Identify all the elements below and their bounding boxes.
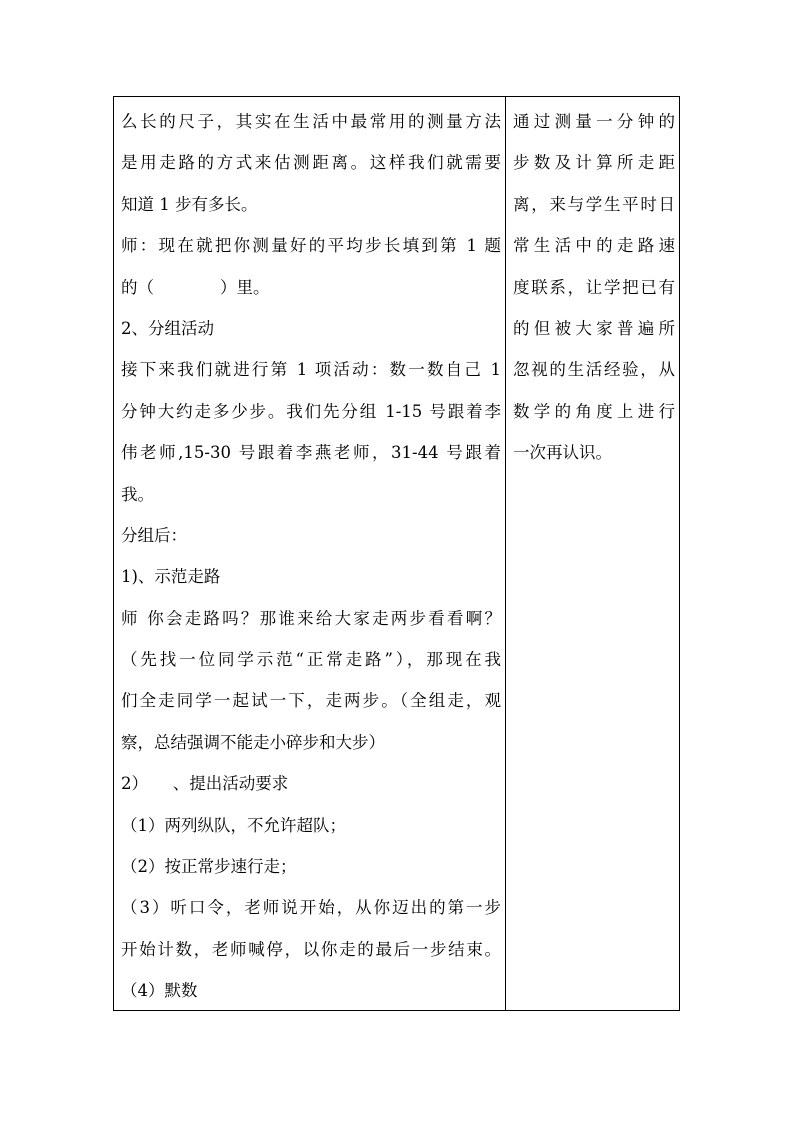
requirement-item: （3）听口令，老师说开始，从你迈出的第一步 <box>121 898 501 918</box>
intent-line: 一次再认识。 <box>513 443 612 463</box>
requirement-item: （4）默数 <box>121 981 198 1001</box>
activity-line: （先找一位同学示范“正常走路”），那现在我 <box>121 650 501 670</box>
activity-line: 师 你会走路吗？那谁来给大家走两步看看啊？ <box>121 608 501 628</box>
requirement-item: （2）按正常步速行走； <box>121 857 297 877</box>
intent-line: 度联系，让学把已有 <box>513 277 675 297</box>
activity-line: 接下来我们就进行第 1 项活动：数一数自己 1 <box>121 360 501 380</box>
intent-line: 通过测量一分钟的 <box>513 112 675 131</box>
section-heading: 1)、示范走路 <box>121 567 221 587</box>
intent-line: 步数及计算所走距 <box>513 153 675 173</box>
activity-column <box>121 101 501 1012</box>
activity-line: 分组后： <box>121 525 187 545</box>
column-divider <box>505 97 506 1010</box>
activity-line: 们全走同学一起试一下，走两步。（全组走，观 <box>121 691 501 711</box>
section-heading: 2、分组活动 <box>121 318 214 338</box>
intent-line: 常生活中的走路速 <box>513 236 675 256</box>
requirement-item: 开始计数，老师喊停，以你走的最后一步结束。 <box>121 939 501 959</box>
design-intent-column <box>513 101 675 474</box>
intent-line: 忽视的生活经验，从 <box>513 360 675 380</box>
activity-line: 的（ ）里。 <box>121 277 270 297</box>
activity-line: 我。 <box>121 484 154 504</box>
intent-line: 离，来与学生平时日 <box>513 194 675 214</box>
activity-line: 分钟大约走多少步。我们先分组 1-15 号跟着李 <box>121 401 501 421</box>
activity-line: 察，总结强调不能走小碎步和大步） <box>121 732 385 752</box>
activity-line: 是用走路的方式来估测距离。这样我们就需要 <box>121 153 501 173</box>
intent-line: 数学的角度上进行 <box>513 401 675 421</box>
intent-line: 的但被大家普遍所 <box>513 318 675 338</box>
requirement-item: （1）两列纵队，不允许超队； <box>121 815 346 835</box>
activity-line: 么长的尺子，其实在生活中最常用的测量方法 <box>121 112 501 131</box>
activity-line: 伟老师,15-30 号跟着李燕老师，31-44 号跟着 <box>121 443 501 463</box>
activity-line: 知道 1 步有多长。 <box>121 194 258 214</box>
activity-line: 师：现在就把你测量好的平均步长填到第 1 题 <box>121 236 501 256</box>
lesson-plan-table <box>113 96 680 1011</box>
section-heading: 2） 、提出活动要求 <box>121 774 289 794</box>
